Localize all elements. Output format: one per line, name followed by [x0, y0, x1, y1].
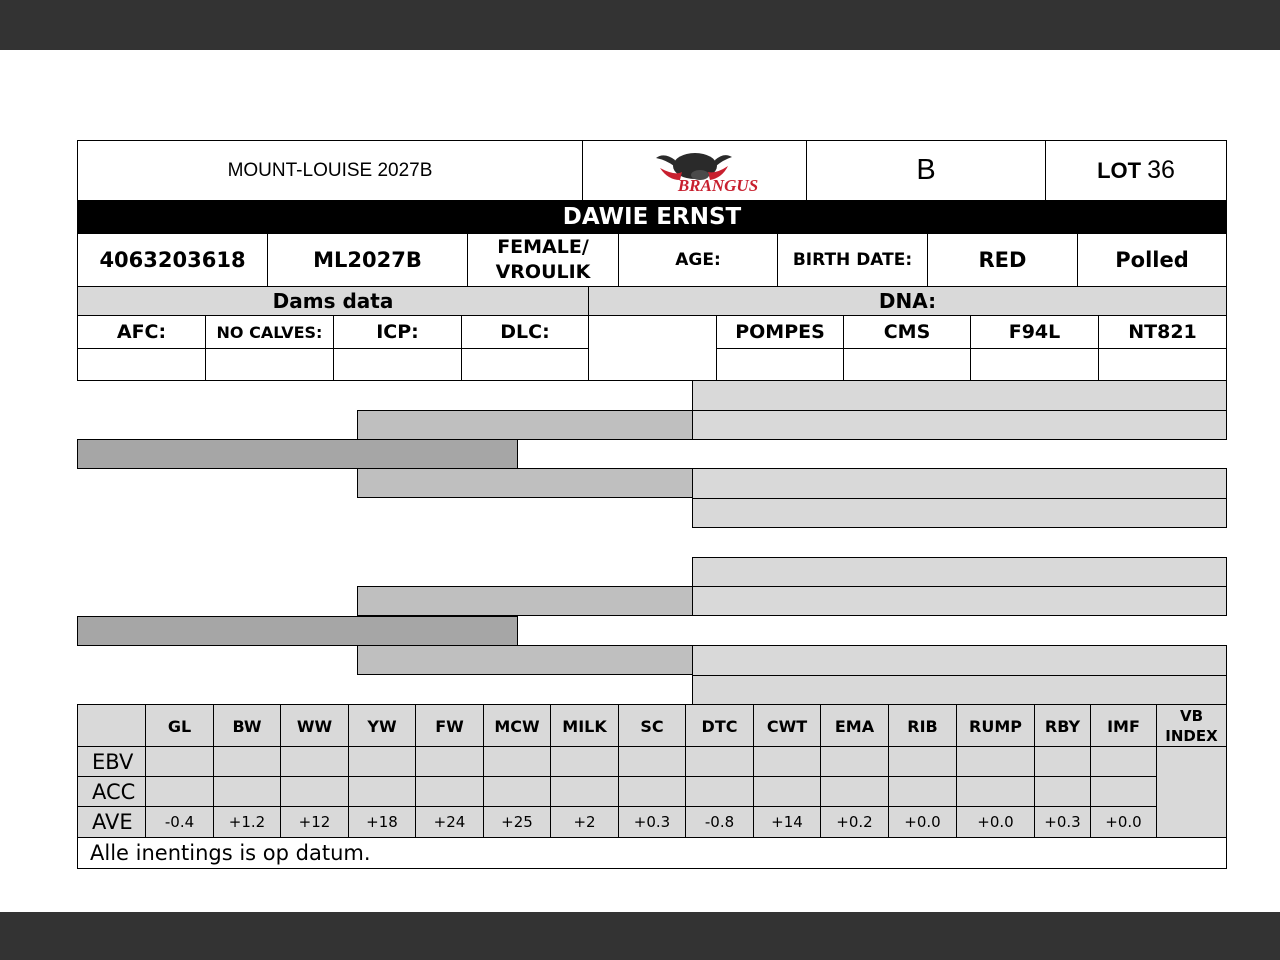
- color: RED: [927, 233, 1078, 287]
- pedigree-dam-sire-sire: [692, 557, 1227, 587]
- ebv-cell: +0.0: [1090, 806, 1157, 838]
- dna-col-f94l: F94L: [970, 315, 1099, 349]
- ebv-cell: +18: [348, 806, 416, 838]
- ebv-cell: +12: [280, 806, 349, 838]
- pedigree-sire-dam-sire: [692, 468, 1227, 499]
- ebv-cell: [753, 776, 821, 808]
- registration-number: 4063203618: [77, 233, 268, 287]
- ebv-cell: +0.3: [618, 806, 686, 838]
- pedigree-sire: [77, 439, 518, 469]
- dna-title: DNA:: [588, 286, 1227, 316]
- ebv-cell: [956, 746, 1035, 778]
- dams-col-dlc: DLC:: [461, 315, 589, 349]
- ebv-cell: -0.4: [145, 806, 214, 838]
- dams-value-icp: [333, 348, 462, 381]
- ebv-cell: [753, 746, 821, 778]
- horn-status: Polled: [1077, 233, 1227, 287]
- tag-number: ML2027B: [267, 233, 468, 287]
- ebv-header-bw: BW: [213, 704, 281, 748]
- dna-blank: [588, 315, 717, 381]
- dna-col-cms: CMS: [843, 315, 971, 349]
- brangus-logo: [582, 140, 807, 201]
- ebv-cell: [280, 776, 349, 808]
- dna-col-pompes: POMPES: [716, 315, 844, 349]
- dna-col-nt821: NT821: [1098, 315, 1227, 349]
- ebv-cell: [415, 776, 484, 808]
- ebv-row-label-acc: ACC: [77, 776, 146, 808]
- animal-name: DAWIE ERNST: [77, 200, 1227, 234]
- ebv-cell: [956, 776, 1035, 808]
- ebv-cell: [888, 746, 957, 778]
- ebv-vb-index-value: [1156, 746, 1227, 838]
- ebv-cell: [685, 746, 754, 778]
- pedigree-dam-sire-dam: [692, 586, 1227, 616]
- pedigree-dam-sire: [357, 586, 693, 616]
- ebv-cell: [415, 746, 484, 778]
- ebv-cell: [685, 776, 754, 808]
- ebv-header-dtc: DTC: [685, 704, 754, 748]
- animal-id: MOUNT-LOUISE 2027B: [77, 140, 583, 201]
- ebv-cell: +0.3: [1034, 806, 1091, 838]
- ebv-cell: [483, 776, 551, 808]
- ebv-cell: [820, 776, 889, 808]
- ebv-cell: [618, 776, 686, 808]
- dams-col-afc: AFC:: [77, 315, 206, 349]
- ebv-cell: -0.8: [685, 806, 754, 838]
- pedigree-dam-dam-dam: [692, 675, 1227, 705]
- dna-value-pompes: [716, 348, 844, 381]
- ebv-row-label-ave: AVE: [77, 806, 146, 838]
- ebv-cell: +0.0: [956, 806, 1035, 838]
- ebv-cell: +14: [753, 806, 821, 838]
- dams-value-afc: [77, 348, 206, 381]
- ebv-header-sc: SC: [618, 704, 686, 748]
- ebv-cell: [550, 746, 619, 778]
- pedigree-dam-dam: [357, 645, 693, 675]
- birth-date-label: BIRTH DATE:: [777, 233, 928, 287]
- ebv-cell: +2: [550, 806, 619, 838]
- ebv-header-vb-index: [1156, 704, 1227, 748]
- ebv-cell: [145, 746, 214, 778]
- ebv-header-mcw: MCW: [483, 704, 551, 748]
- vb-index-line1: VB: [1179, 707, 1204, 725]
- pedigree-sire-sire-dam: [692, 410, 1227, 440]
- pedigree-sire-sire-sire: [692, 380, 1227, 411]
- ebv-cell: +24: [415, 806, 484, 838]
- ebv-row-label-ebv: EBV: [77, 746, 146, 778]
- ebv-cell: [1090, 776, 1157, 808]
- pedigree-sire-dam: [357, 468, 693, 498]
- ebv-cell: +25: [483, 806, 551, 838]
- ebv-cell: [280, 746, 349, 778]
- ebv-header-rby: RBY: [1034, 704, 1091, 748]
- sex: [467, 233, 619, 287]
- dna-value-cms: [843, 348, 971, 381]
- ebv-header-cwt: CWT: [753, 704, 821, 748]
- pedigree-sire-sire: [357, 410, 693, 440]
- vaccination-note: Alle inentings is op datum.: [77, 837, 1227, 869]
- dna-value-f94l: [970, 348, 1099, 381]
- ebv-cell: [820, 746, 889, 778]
- lot-number: 36: [1147, 156, 1175, 184]
- sex-line2: VROULIK: [495, 261, 591, 283]
- pedigree-dam-dam-sire: [692, 645, 1227, 676]
- dna-value-nt821: [1098, 348, 1227, 381]
- ebv-header-fw: FW: [415, 704, 484, 748]
- vb-index-line2: INDEX: [1165, 727, 1218, 745]
- sex-line1: FEMALE/: [497, 236, 589, 258]
- ebv-cell: [1034, 746, 1091, 778]
- ebv-header-milk: MILK: [550, 704, 619, 748]
- ebv-cell: [348, 776, 416, 808]
- grade: B: [806, 140, 1046, 201]
- dams-value-no-calves: [205, 348, 334, 381]
- ebv-header-imf: IMF: [1090, 704, 1157, 748]
- ebv-cell: [1090, 746, 1157, 778]
- ebv-header-rib: RIB: [888, 704, 957, 748]
- ebv-cell: +0.2: [820, 806, 889, 838]
- pedigree-dam: [77, 616, 518, 646]
- ebv-cell: [618, 746, 686, 778]
- dams-col-no-calves: NO CALVES:: [205, 315, 334, 349]
- dams-value-dlc: [461, 348, 589, 381]
- ebv-cell: [348, 746, 416, 778]
- dams-col-icp: ICP:: [333, 315, 462, 349]
- ebv-header-ema: EMA: [820, 704, 889, 748]
- ebv-header-yw: YW: [348, 704, 416, 748]
- ebv-cell: [213, 776, 281, 808]
- ebv-header-ww: WW: [280, 704, 349, 748]
- ebv-cell: [888, 776, 957, 808]
- viewer-bottom-bar: [0, 912, 1280, 960]
- lot-box: [1045, 140, 1227, 201]
- lot-label: LOT: [1097, 157, 1142, 183]
- brand-text: BRANGUS: [677, 175, 758, 195]
- ebv-cell: +0.0: [888, 806, 957, 838]
- pedigree-sire-dam-dam: [692, 498, 1227, 528]
- ebv-corner: [77, 704, 146, 748]
- ebv-cell: [1034, 776, 1091, 808]
- ebv-cell: [483, 746, 551, 778]
- ebv-header-rump: RUMP: [956, 704, 1035, 748]
- ebv-header-gl: GL: [145, 704, 214, 748]
- dams-data-title: Dams data: [77, 286, 589, 316]
- ebv-cell: [550, 776, 619, 808]
- ebv-cell: [145, 776, 214, 808]
- ebv-cell: +1.2: [213, 806, 281, 838]
- bull-head-icon: [620, 146, 770, 196]
- age-label: AGE:: [618, 233, 778, 287]
- ebv-cell: [213, 746, 281, 778]
